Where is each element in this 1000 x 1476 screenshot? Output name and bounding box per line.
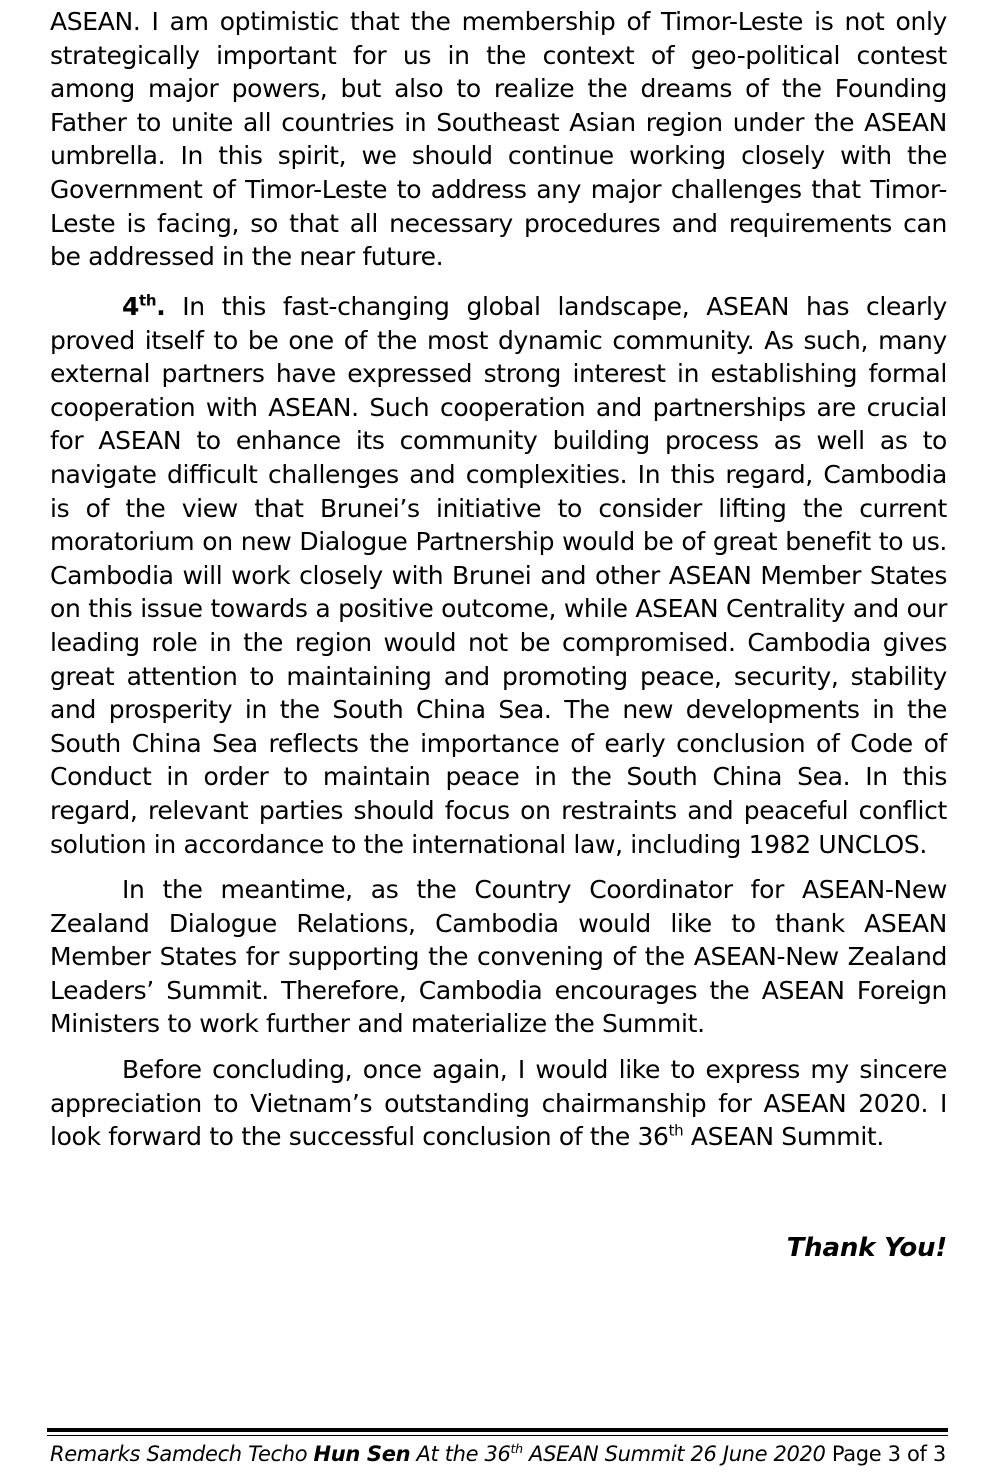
footer-rule-thick bbox=[47, 1428, 948, 1432]
footer-text-a: Remarks Samdech Techo bbox=[50, 1442, 314, 1466]
closing-thank-you: Thank You! bbox=[786, 1233, 947, 1263]
paragraph-new-zealand: In the meantime, as the Country Coordinator for ASEAN-New Zealand Dialogue Relations, Cambodia would like to thank ASEAN Member States for supporting the convening of the ASEAN-New Zealand Leaders’ Summit. Therefore, Cambodia encourages the ASEAN Foreign Ministers to work further and materialize the Summit. bbox=[50, 875, 947, 1039]
footer-text-b: At the 36 bbox=[410, 1442, 511, 1466]
footer-rule-thin bbox=[47, 1435, 948, 1436]
page-footer bbox=[50, 1439, 950, 1469]
document-page bbox=[50, 0, 947, 1476]
paragraph-fourth-point bbox=[50, 290, 947, 861]
point-number-suffix: th bbox=[139, 291, 157, 310]
point-number-digit: 4 bbox=[122, 292, 140, 321]
footer-speaker-name: Hun Sen bbox=[313, 1442, 411, 1466]
concluding-text-b: ASEAN Summit. bbox=[683, 1122, 884, 1152]
footer-page-number: Page 3 of 3 bbox=[825, 1442, 946, 1466]
footer-text-c: ASEAN Summit 26 June 2020 bbox=[522, 1442, 826, 1466]
footer-ordinal-suffix: th bbox=[510, 1441, 523, 1456]
paragraph-timor-leste: ASEAN. I am optimistic that the membership of Timor-Leste is not only strategically important for us in the context of geo-political contest among major powers, but also to realize the dreams of the Founding Father to unite all countries in Southeast Asian region under the ASEAN umbrella. In this spirit, we should continue working closely with the Government of Timor-Leste to address any major challenges that Timor-Leste is facing, so that all necessary procedures and requirements can be addressed in the near future. bbox=[50, 7, 947, 272]
concluding-text-a: Before concluding, once again, I would like to express my sincere appreciation to Vietnam’s outstanding chairmanship for ASEAN 2020. I look forward to the successful conclusion of the 36 bbox=[50, 1055, 947, 1152]
point-number bbox=[122, 292, 165, 321]
paragraph-fourth-text: In this fast-changing global landscape, ASEAN has clearly proved itself to be one of the most dynamic community. As such, many external partners have expressed strong interest in establishing formal cooperation with ASEAN. Such cooperation and partnerships are crucial for ASEAN to enhance its community building process as well as to navigate difficult challenges and complexities. In this regard, Cambodia is of the view that Brunei’s initiative to consider lifting the current moratorium on new Dialogue Partnership would be of great benefit to us. Cambodia will work closely with Brunei and other ASEAN Member States on this issue towards a positive outcome, while ASEAN Centrality and our leading role in the region would not be compromised. Cambodia gives great attention to maintaining and promoting peace, security, stability and prosperity in the South China Sea. The new developments in the South China Sea reflects the importance of early conclusion of Code of Conduct in order to maintain peace in the South China Sea. In this regard, relevant parties should focus on restraints and peaceful conflict solution in accordance to the international law, including 1982 UNCLOS. bbox=[50, 292, 947, 859]
point-number-dot: . bbox=[156, 292, 166, 321]
concluding-ordinal-suffix: th bbox=[668, 1121, 684, 1140]
paragraph-concluding bbox=[50, 1053, 947, 1154]
